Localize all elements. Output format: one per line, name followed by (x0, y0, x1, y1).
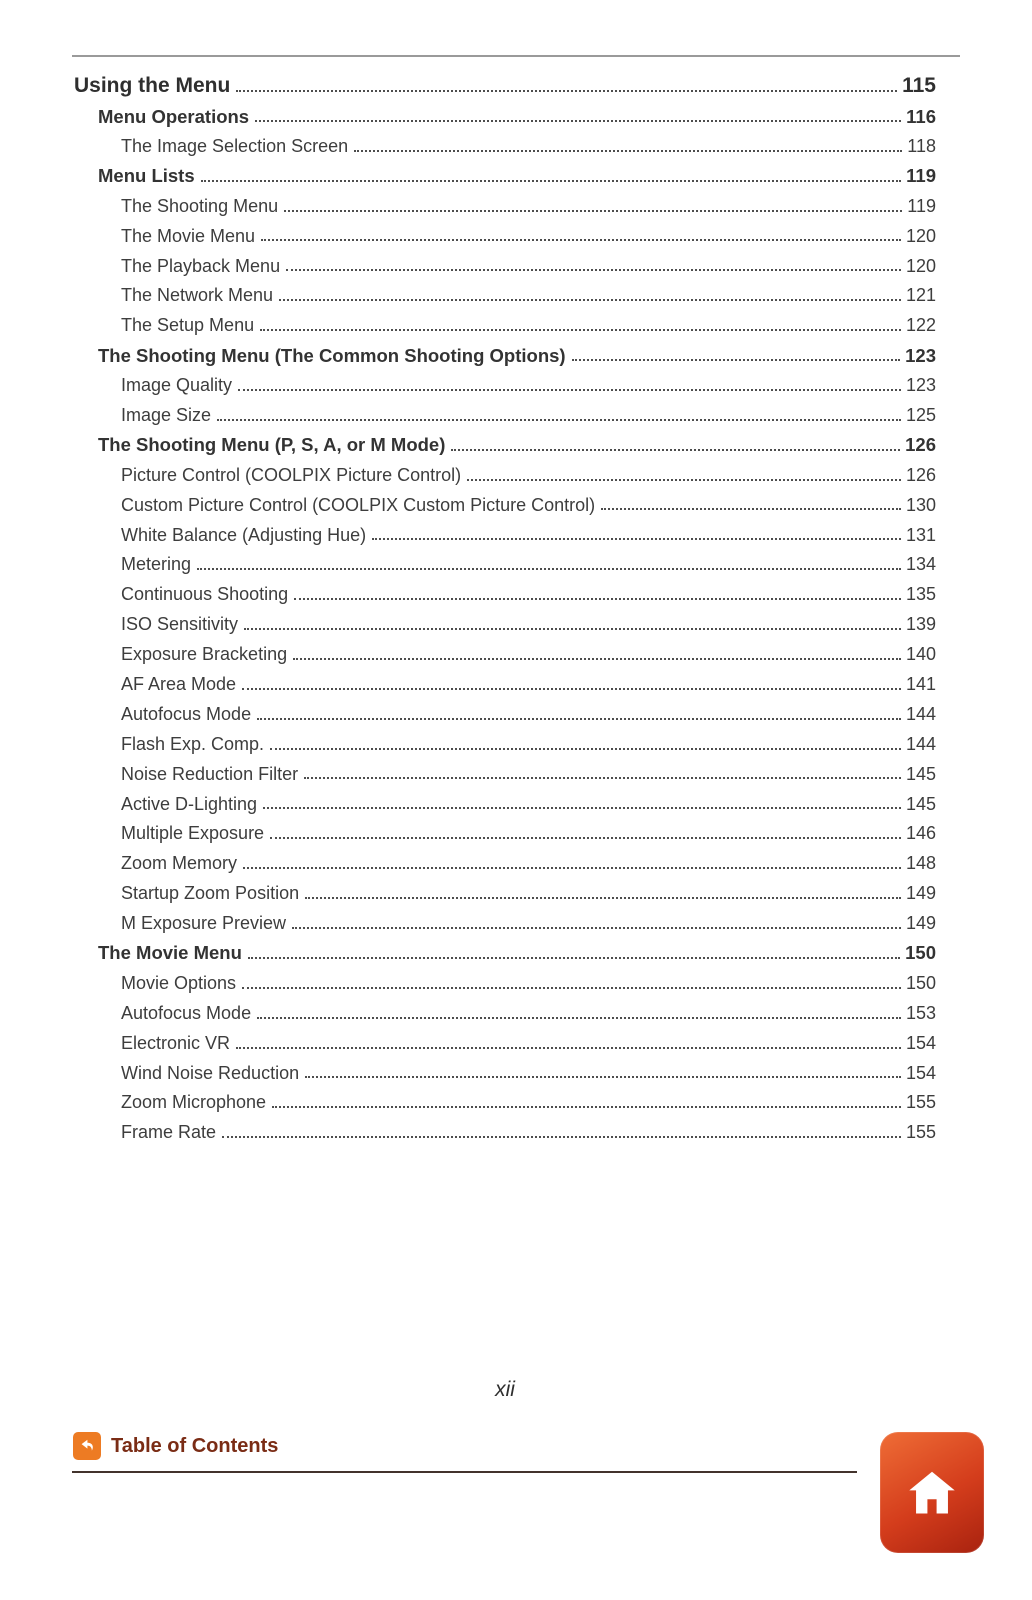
dot-leader (354, 150, 902, 152)
dot-leader (572, 359, 901, 361)
toc-entry[interactable] (74, 814, 936, 844)
toc-entry[interactable] (74, 575, 936, 605)
toc-entry-page: 126 (905, 434, 936, 456)
toc-entry-title: AF Area Mode (121, 674, 237, 695)
dot-leader (305, 1076, 901, 1078)
toc-entry[interactable] (74, 784, 936, 814)
toc-entry-title: M Exposure Preview (121, 913, 287, 934)
toc-entry[interactable] (74, 545, 936, 575)
toc-entry-page: 155 (905, 1092, 936, 1113)
toc-entry[interactable] (74, 187, 936, 217)
dot-leader (242, 688, 901, 690)
toc-entry-page: 139 (905, 614, 936, 635)
toc-entry-title: Metering (121, 554, 192, 575)
toc-entry[interactable] (74, 1083, 936, 1113)
dot-leader (304, 777, 901, 779)
dot-leader (255, 120, 901, 122)
toc-entry-title: The Shooting Menu (121, 195, 279, 216)
toc-entry-page: 115 (902, 73, 936, 97)
toc-entry[interactable] (74, 62, 936, 97)
dot-leader (242, 987, 901, 989)
toc-entry-title: Menu Lists (98, 165, 195, 187)
toc-entry-page: 121 (905, 285, 936, 306)
dot-leader (236, 1047, 901, 1049)
toc-entry[interactable] (74, 515, 936, 545)
toc-entry-page: 116 (906, 105, 936, 127)
toc-entry-title: Menu Operations (98, 105, 250, 127)
toc-entry[interactable] (74, 695, 936, 725)
table-of-contents-label: Table of Contents (111, 1435, 279, 1457)
toc-entry-title: Picture Control (COOLPIX Picture Control) (121, 464, 462, 485)
toc-entry[interactable] (74, 396, 936, 426)
toc-entry-title: The Shooting Menu (The Common Shooting Options) (98, 344, 566, 366)
toc-entry[interactable] (74, 246, 936, 276)
dot-leader (601, 508, 901, 510)
toc-entry-title: The Image Selection Screen (121, 135, 349, 156)
dot-leader (261, 239, 901, 241)
toc-entry[interactable] (74, 157, 936, 187)
dot-leader (238, 389, 901, 391)
dot-leader (222, 1136, 901, 1138)
toc-entry-title: The Network Menu (121, 285, 274, 306)
dot-leader (294, 598, 901, 600)
toc-entry[interactable] (74, 276, 936, 306)
toc-entry-title: Startup Zoom Position (121, 883, 300, 904)
toc-entry-page: 135 (905, 584, 936, 605)
dot-leader (243, 867, 901, 869)
dot-leader (257, 1017, 901, 1019)
toc-entry-page: 144 (905, 733, 936, 754)
toc-entry[interactable] (74, 97, 936, 127)
dot-leader (260, 329, 901, 331)
table-of-contents-link[interactable] (73, 1432, 278, 1460)
toc-entry[interactable] (74, 635, 936, 665)
toc-entry[interactable] (74, 336, 936, 366)
dot-leader (263, 807, 901, 809)
dot-leader (272, 1106, 901, 1108)
toc-entry-page: 145 (905, 763, 936, 784)
toc-entry[interactable] (74, 665, 936, 695)
toc-entry-title: The Playback Menu (121, 255, 281, 276)
toc-entry-page: 145 (905, 793, 936, 814)
dot-leader (257, 718, 901, 720)
toc-entry[interactable] (74, 844, 936, 874)
toc-entry[interactable] (74, 964, 936, 994)
toc-entry[interactable] (74, 456, 936, 486)
toc-entry-page: 149 (905, 913, 936, 934)
toc-entry-page: 125 (905, 405, 936, 425)
toc-entry-title: Exposure Bracketing (121, 644, 288, 665)
toc-entry-page: 144 (905, 703, 936, 724)
toc-entry-title: Using the Menu (74, 73, 231, 97)
toc-entry-title: Movie Options (121, 972, 237, 993)
toc-entry-page: 149 (905, 883, 936, 904)
dot-leader (201, 180, 902, 182)
toc-entry[interactable] (74, 486, 936, 516)
dot-leader (197, 568, 901, 570)
toc-entry-page: 134 (905, 554, 936, 575)
dot-leader (270, 837, 901, 839)
dot-leader (467, 479, 901, 481)
toc-entry-title: Active D-Lighting (121, 793, 258, 814)
toc-entry-title: Zoom Microphone (121, 1092, 267, 1113)
toc-entry[interactable] (74, 874, 936, 904)
dot-leader (293, 658, 901, 660)
toc-entry-title: White Balance (Adjusting Hue) (121, 524, 367, 545)
page-number: xii (495, 1378, 515, 1401)
toc-entry[interactable] (74, 755, 936, 785)
toc-entry-page: 131 (905, 524, 936, 545)
toc-entry-page: 153 (905, 1002, 936, 1023)
toc-entry-page: 120 (905, 255, 936, 276)
dot-leader (217, 419, 901, 421)
toc-entry-page: 130 (905, 494, 936, 515)
dot-leader (284, 210, 902, 212)
dot-leader (236, 90, 897, 92)
toc-list (74, 62, 936, 1143)
toc-entry-page: 146 (905, 823, 936, 844)
toc-entry[interactable] (74, 366, 936, 396)
toc-entry-title: Custom Picture Control (COOLPIX Custom Picture Control) (121, 494, 596, 515)
dot-leader (270, 748, 901, 750)
toc-entry[interactable] (74, 904, 936, 934)
toc-entry-page: 150 (905, 972, 936, 993)
toc-entry-title: Frame Rate (121, 1122, 217, 1143)
toc-entry-page: 154 (905, 1032, 936, 1053)
toc-entry-title: Electronic VR (121, 1032, 231, 1053)
toc-entry[interactable] (74, 1113, 936, 1143)
toc-entry[interactable] (74, 306, 936, 336)
toc-entry-page: 123 (905, 344, 936, 366)
toc-entry-page: 120 (905, 225, 936, 246)
toc-entry-page: 119 (907, 195, 936, 216)
toc-entry-page: 119 (906, 165, 936, 187)
dot-leader (451, 449, 900, 451)
toc-entry-page: 148 (905, 853, 936, 874)
toc-entry-title: Multiple Exposure (121, 823, 265, 844)
toc-entry-title: Wind Noise Reduction (121, 1062, 300, 1083)
toc-entry[interactable] (74, 426, 936, 456)
toc-entry[interactable] (74, 994, 936, 1024)
toc-entry-page: 150 (905, 942, 936, 964)
dot-leader (248, 957, 900, 959)
dot-leader (279, 299, 901, 301)
dot-leader (286, 269, 901, 271)
return-arrow-icon (73, 1432, 101, 1460)
toc-entry-title: Image Size (121, 405, 212, 425)
toc-entry-page: 155 (905, 1122, 936, 1143)
toc-entry-page: 141 (905, 674, 936, 695)
toc-entry-title: Zoom Memory (121, 853, 238, 874)
toc-entry[interactable] (74, 1024, 936, 1054)
top-rule (72, 55, 960, 57)
toc-entry-page: 126 (905, 464, 936, 485)
toc-entry-title: The Shooting Menu (P, S, A, or M Mode) (98, 434, 446, 456)
toc-entry[interactable] (74, 1054, 936, 1084)
dot-leader (244, 628, 901, 630)
toc-entry-page: 122 (905, 315, 936, 336)
toc-entry-title: ISO Sensitivity (121, 614, 239, 635)
toc-entry-title: The Setup Menu (121, 315, 255, 336)
toc-entry-title: Continuous Shooting (121, 584, 289, 605)
toc-entry-page: 154 (905, 1062, 936, 1083)
toc-entry-page: 140 (905, 644, 936, 665)
toc-entry-title: Flash Exp. Comp. (121, 733, 265, 754)
toc-entry-title: Autofocus Mode (121, 1002, 252, 1023)
toc-entry[interactable] (74, 725, 936, 755)
home-button[interactable] (880, 1432, 984, 1553)
toc-entry-title: Noise Reduction Filter (121, 763, 299, 784)
toc-entry-page: 123 (905, 375, 936, 396)
toc-entry-title: Autofocus Mode (121, 703, 252, 724)
toc-entry[interactable] (74, 217, 936, 247)
toc-entry[interactable] (74, 934, 936, 964)
toc-entry-title: The Movie Menu (98, 942, 242, 964)
dot-leader (372, 538, 901, 540)
dot-leader (292, 927, 901, 929)
home-icon (903, 1464, 961, 1522)
toc-entry[interactable] (74, 127, 936, 157)
toc-entry-page: 118 (907, 135, 936, 156)
footer-rule (72, 1471, 857, 1473)
dot-leader (305, 897, 901, 899)
toc-entry[interactable] (74, 605, 936, 635)
toc-entry-title: Image Quality (121, 375, 233, 396)
toc-entry-title: The Movie Menu (121, 225, 256, 246)
